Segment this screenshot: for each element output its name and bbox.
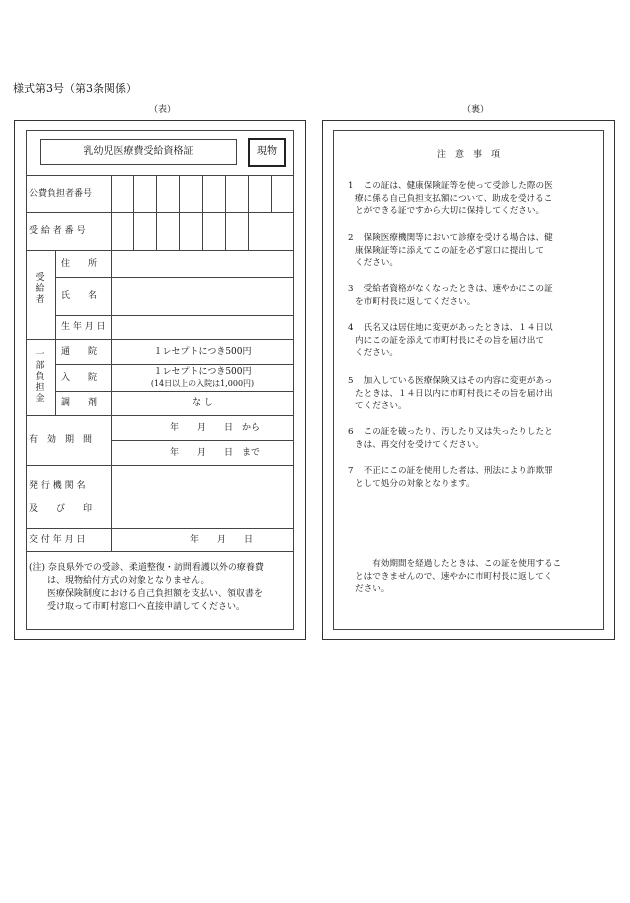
row-line [55,391,294,392]
notes-item [348,180,600,218]
digit-box-line [156,175,157,212]
expiry-notice [355,558,600,596]
row-line [26,212,294,213]
digit-box-line [225,175,226,212]
digit-box-line [225,212,226,250]
row-line [26,551,294,552]
row-line [26,250,294,251]
card-title: 乳幼児医療費受給資格証 [83,146,194,157]
copay-group-label: 一部負担金 [35,350,45,404]
row-line [111,440,294,441]
notes-item-line: 内にこの証を添えて市町村長にその旨を届け出て [355,335,545,346]
notes-item-line: として処分の対象となります。 [355,478,475,489]
row-line [55,364,294,365]
notes-item-line: 保険医療機関等において診療を受ける場合は、健 [355,233,553,243]
notes-item [348,465,600,490]
issuer-label-line2: 及 び 印 [29,504,93,514]
notes-item [348,375,600,413]
notes-item-number: 5 [348,376,354,386]
row-line [26,528,294,529]
row-line [55,277,294,278]
expiry-notice-line: とはできませんので、速やかに市町村長に返してく [355,571,553,582]
issue-date-label: 交 付 年 月 日 [29,535,86,545]
recipient-group-label: 受給者 [35,273,45,305]
notes-item-line: 不正にこの証を使用した者は、刑法により詐欺罪 [355,466,553,476]
digit-box-line [248,175,249,212]
validity-from: 年 月 日 から [170,423,261,433]
digit-box-line [179,175,180,212]
outpatient-value: １レセプトにつき500円 [153,347,252,357]
notes-item-line: きは、再交付を受けてください。 [355,439,484,450]
notes-item-number: 3 [348,284,354,294]
notes-item-number: 2 [348,233,354,243]
notes-item-line: この証は、健康保険証等を使って受診した際の医 [355,181,553,191]
label-divider [111,175,112,551]
notes-item [348,283,600,308]
inpatient-note: (14日以上の入院は1,000円) [150,379,255,388]
name-label: 氏 名 [61,291,98,301]
public-payer-number-label: 公費負担者番号 [29,189,93,199]
front-note-line: (注) 奈良県外での受診、柔道整復・訪問看護以外の療養費 [29,563,264,573]
digit-box-line [248,212,249,250]
notes-item [348,426,600,451]
digit-box-line [133,212,134,250]
notes-item-line: 康保険証等に添えてこの証を必ず窓口に提出して [355,245,545,256]
notes-item [348,322,600,360]
row-line [26,465,294,466]
issuer-label-line1: 発 行 機 関 名 [29,481,86,491]
notes-item-line: とができる証ですから大切に保持してください。 [355,206,545,216]
notes-item-number: 1 [348,181,354,191]
notes-item-line: ください。 [355,258,398,268]
group-divider [55,250,56,415]
digit-box-line [271,175,272,212]
notes-item [348,232,600,270]
digit-box-line [133,175,134,212]
expiry-notice-line: 有効期間を経過したときは、この証を使用するこ [355,559,562,569]
row-line [55,315,294,316]
row-line [26,175,294,176]
notes-item-number: 7 [348,466,354,476]
front-side-label: （表） [149,105,177,115]
digit-box-line [156,212,157,250]
expiry-notice-line: ださい。 [355,584,390,594]
notes-item-line: 受給者資格がなくなったときは、速やかにこの証 [355,284,553,294]
notes-item-line: 加入している医療保険又はその内容に変更があっ [355,376,553,386]
dispensing-value: な し [192,398,213,408]
notes-item-line: たときは、１４日以内に市町村長にその旨を届け出 [355,388,553,399]
validity-to: 年 月 日 まで [170,448,261,458]
address-label: 住 所 [61,259,98,269]
digit-box-line [179,212,180,250]
front-note-line: 受け取って市町村窓口へ直接申請してください。 [29,602,246,612]
inpatient-label: 入 院 [61,373,98,383]
validity-label: 有 効 期 間 [29,435,93,445]
recipient-number-label: 受 給 者 番 号 [29,226,86,236]
notes-item-line: 療に係る自己負担支払額について、助成を受けるこ [355,193,553,204]
notes-item-line: ください。 [355,348,398,358]
digit-box-line [202,175,203,212]
inpatient-value: １レセプトにつき500円 [153,367,252,377]
back-side-label: （裏） [462,105,490,115]
notes-item-line: てください。 [355,401,407,411]
issue-date-value: 年 月 日 [190,535,254,545]
birthdate-label: 生 年 月 日 [61,322,106,332]
notes-item-number: 6 [348,427,354,437]
outpatient-label: 通 院 [61,347,98,357]
notes-item-line: この証を破ったり、汚したり又は失ったりしたと [355,427,553,437]
form-number-title: 様式第3号（第3条関係） [13,82,137,95]
row-line [26,339,294,340]
dispensing-label: 調 剤 [61,398,98,408]
digit-box-line [202,212,203,250]
notes-item-line: を市町村長に返してください。 [355,296,476,307]
notes-item-number: 4 [348,323,354,333]
front-note-line: は、現物給付方式の対象となりません。 [29,576,210,586]
genbutsu-stamp: 現物 [257,146,277,157]
row-line [26,415,294,416]
front-note-line: 医療保険制度における自己負担額を支払い、領収書を [29,589,264,599]
notes-title: 注 意 事 項 [436,150,500,160]
notes-item-line: 氏名又は居住地に変更があったときは、１４日以 [355,323,553,333]
